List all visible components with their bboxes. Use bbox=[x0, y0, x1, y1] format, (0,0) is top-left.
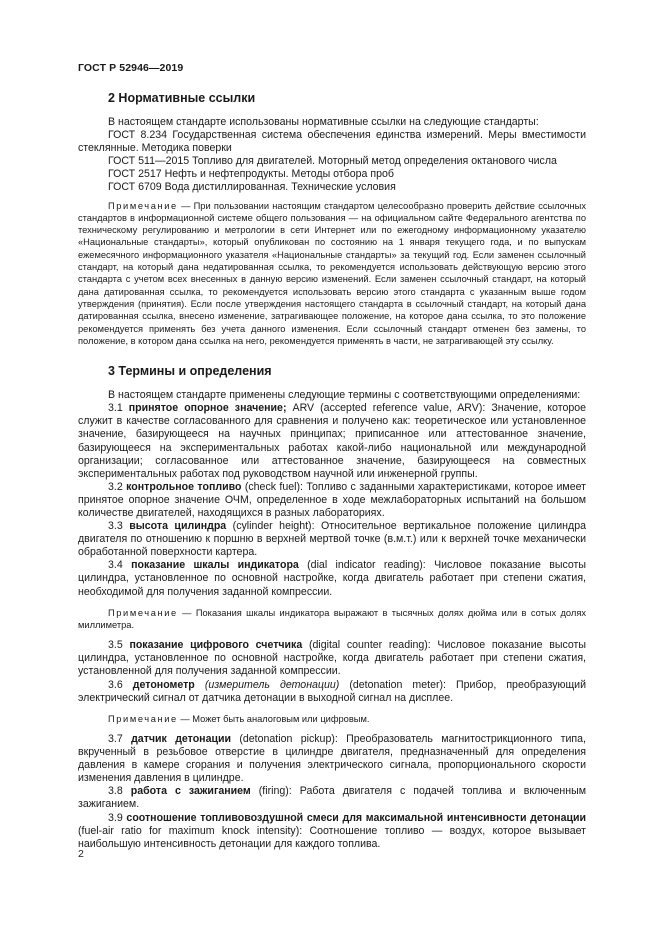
term-number: 3.6 bbox=[108, 678, 133, 691]
term-3-3 bbox=[78, 520, 586, 559]
term-name: показание цифрового счетчика bbox=[129, 639, 303, 652]
term-name: контрольное топливо bbox=[126, 480, 242, 493]
reference-item: ГОСТ 511—2015 Топливо для двигателей. Моторный метод определения октанового числа bbox=[108, 155, 557, 168]
term-name: работа с зажиганием bbox=[130, 785, 251, 798]
term-definition: (firing): Работа двигателя с подачей топлива и включенным зажиганием. bbox=[78, 785, 586, 811]
page-content bbox=[78, 90, 586, 851]
page-number: 2 bbox=[78, 848, 84, 860]
term-3-6 bbox=[78, 679, 586, 705]
term-3-9 bbox=[78, 812, 586, 851]
term-3-5 bbox=[78, 639, 586, 678]
term-number: 3.5 bbox=[108, 639, 130, 652]
term-number: 3.1 bbox=[108, 402, 129, 415]
term-number: 3.2 bbox=[108, 480, 127, 493]
note-label: Примечание bbox=[108, 607, 178, 618]
term-3-6-note bbox=[78, 713, 586, 725]
term-name: датчик детонации bbox=[131, 732, 232, 745]
reference-item: ГОСТ 8.234 Государственная система обеспечения единства измерений. Меры вместимости стеклянные. Методика поверки bbox=[78, 129, 586, 155]
term-name: детонометр bbox=[132, 678, 195, 691]
term-3-4-note bbox=[78, 607, 586, 632]
term-name: принятое опорное значение; bbox=[128, 402, 287, 415]
term-3-1 bbox=[78, 402, 586, 481]
term-definition: (check fuel): Топливо с заданными характеристиками, которое имеет принятое опорное значение ОЧМ, определенное в ходе межлабораторных испытаний на большом количестве двигателей, находящихся в разных лабораториях. bbox=[78, 480, 586, 519]
term-definition: (cylinder height): Относительное вертикальное положение цилиндра двигателя по отношению к поршню в верхней мертвой точке (в.м.т.) или к верхней точке механически обработанной поверхности картера. bbox=[78, 520, 586, 559]
term-name: показание шкалы индикатора bbox=[131, 559, 299, 572]
term-name: соотношение топливовоздушной смеси для максимальной интенсивности детонации bbox=[126, 811, 586, 824]
term-name: высота цилиндра bbox=[129, 520, 227, 533]
term-number: 3.8 bbox=[108, 785, 131, 798]
term-3-7 bbox=[78, 733, 586, 785]
note-text: — При пользовании настоящим стандартом целесообразно проверить действие ссылочных стандартов в информационной системе общего пользования — на официальном сайте Федерального агентства по техническому регулированию и метрологии в сети Интернет или по ежегодному информационному указателю «Национальные стандарты», который опубликован по состоянию на 1 января текущего года, и по выпускам ежемесячного информационного указателя «Национальные стандарты» за текущий год. Если заменен ссылочный стандарт, на который дана недатированная ссылка, то рекомендуется использовать действующую версию этого стандарта с учетом всех внесенных в данную версию изменений. Если заменен ссылочный стандарт, на который дана датированная ссылка, то рекомендуется использовать версию этого стандарта с указанным выше годом утверждения (принятия). Если после утверждения настоящего стандарта в ссылочный стандарт, на который дана датированная ссылка, внесено изменение, затрагивающее положение, на которое дана ссылка, то это положение рекомендуется применять без учета данного изменения. Если ссылочный стандарт отменен без замены, то положение, в котором дана ссылка на него, рекомендуется применять в части, не затрагивающей эту ссылку. bbox=[78, 200, 586, 346]
term-definition: ARV (accepted reference value, ARV): Значение, которое служит в качестве согласованного для сравнения и получено как: теоретическое или установленное значение, базирующееся на научных принципах; приписанное или аттестованное значение, базирующееся на экспериментальных работах какой-либо национальной или международной организации; согласованное или аттестованное значение, базирующееся на совместных экспериментальных работах под руководством научной или инженерной группы. bbox=[78, 402, 587, 480]
term-3-4 bbox=[78, 559, 586, 598]
section-3-intro: В настоящем стандарте применены следующие термины с соответствующими определениями: bbox=[108, 389, 581, 402]
reference-item: ГОСТ 6709 Вода дистиллированная. Технические условия bbox=[108, 181, 396, 194]
term-alt-name: (измеритель детонации) bbox=[194, 678, 340, 691]
term-definition: (digital counter reading): Числовое показание высоты цилиндра, установленное по основной настройке, когда двигатель работает при степени сжатия, установленной для получения заданной компрессии. bbox=[78, 639, 587, 678]
term-definition: (detonation pickup): Преобразователь магнитострикционного типа, вкрученный в резьбовое отверстие в цилиндре двигателя, предназначенный для определения давления в камере сгорания и получения электрического сигнала, пропорционального скорости изменения давления в цилиндре. bbox=[78, 732, 586, 785]
term-definition: (dial indicator reading): Числовое показание высоты цилиндра, установленное по основной настройке, когда двигатель работает при степени сжатия, необходимой для получения заданной компрессии. bbox=[78, 559, 586, 598]
note-label: Примечание bbox=[108, 713, 178, 724]
note-text: — Может быть аналоговым или цифровым. bbox=[177, 713, 370, 724]
section-2-heading: 2 Нормативные ссылки bbox=[108, 91, 256, 105]
term-3-8 bbox=[78, 785, 586, 811]
term-definition: (fuel-air ratio for maximum knock intensity): Соотношение топливо — воздух, которое вызывает наибольшую интенсивность детонации для каждого топлива. bbox=[78, 824, 586, 850]
term-number: 3.4 bbox=[108, 559, 132, 572]
term-number: 3.7 bbox=[108, 732, 132, 745]
section-2-intro: В настоящем стандарте использованы нормативные ссылки на следующие стандарты: bbox=[108, 116, 539, 128]
reference-item: ГОСТ 2517 Нефть и нефтепродукты. Методы отбора проб bbox=[108, 168, 394, 181]
term-number: 3.9 bbox=[108, 811, 127, 824]
term-number: 3.3 bbox=[108, 520, 130, 533]
section-2-note bbox=[78, 200, 586, 348]
note-label: Примечание bbox=[108, 200, 178, 211]
document-header: ГОСТ Р 52946—2019 bbox=[78, 62, 184, 74]
section-3-heading: 3 Термины и определения bbox=[108, 364, 272, 379]
term-definition: (detonation meter): Прибор, преобразующий электрический сигнал от датчика детонации в выходной сигнал на дисплее. bbox=[78, 678, 586, 704]
term-3-2 bbox=[78, 481, 586, 520]
note-text: — Показания шкалы индикатора выражают в тысячных долях дюйма или в сотых долях миллиметра. bbox=[78, 607, 586, 630]
